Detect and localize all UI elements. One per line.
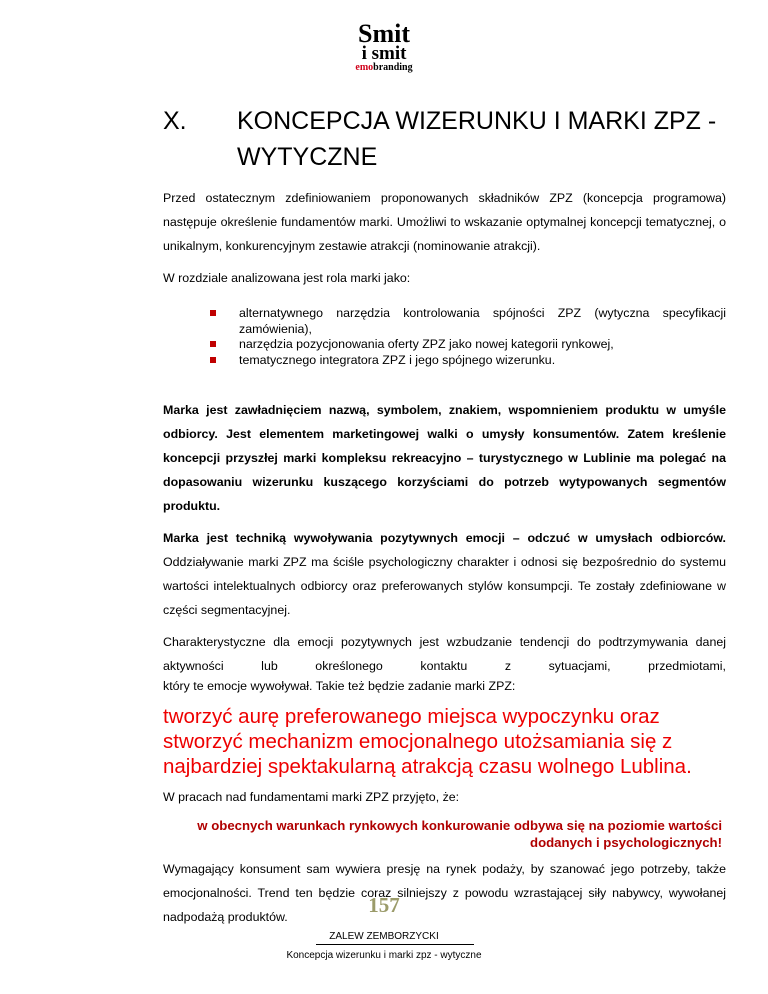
logo-line-1: Smit [358, 19, 410, 48]
logo-line-2: i smit [361, 43, 407, 64]
paragraph-assumption: W pracach nad fundamentami marki ZPZ przyjęto, że: [163, 790, 460, 804]
paragraph-consumer: Wymagający konsument sam wywiera presję na rynek podaży, by szanować jego potrzeby, także emocjonalności. Trend ten będzie coraz silniejszy z powodu wzrastającej siły nabywcy, wywołanej nadpodażą produktów. [163, 862, 726, 924]
paragraph-emotions [163, 526, 726, 622]
emotions-body: Oddziaływanie marki ZPZ ma ściśle psychologiczny charakter i odnosi się bezpośrednio do systemu wartości intelektualnych odbiorcy oraz preferowanych stylów konsumpcji. Te zostały zdefiniowane w części segmentacyjnej. [163, 555, 726, 617]
brand-logo [0, 19, 768, 74]
chapter-number: X. [163, 107, 187, 135]
paragraph-brand-definition: Marka jest zawładnięciem nazwą, symbolem, znakiem, wspomnieniem produktu w umyśle odbiorcy. Jest elementem marketingowej walki o umysły konsumentów. Zatem kreślenie koncepcji przyszłej marki kompleksu rekreacyjno – turystycznego w Lublinie ma polegać na dopasowaniu wizerunku kuszącego korzyściami do potrzeb wytypowanych segmentów produktu. [163, 403, 726, 513]
paragraph-positive-emotions-a: Charakterystyczne dla emocji pozytywnych jest wzbudzanie tendencji do podtrzymywania danej aktywności lub określonego kontaktu z sytuacjami, przedmiotami, [163, 635, 726, 673]
chapter-title: KONCEPCJA WIZERUNKU I MARKI ZPZ - WYTYCZNE [237, 107, 717, 171]
paragraph-intro: Przed ostatecznym zdefiniowaniem proponowanych składników ZPZ (koncepcja programowa) następuje określenie fundamentów marki. Umożliwi to wskazanie optymalnej koncepcji tematycznej, o unikalnym, konkurencyjnym zestawie atrakcji (nominowanie atrakcji). [163, 191, 726, 253]
list-item: alternatywnego narzędzia kontrolowania spójności ZPZ (wytyczna specyfikacji zamówienia), [239, 306, 726, 336]
logo-tagline [0, 62, 768, 74]
footer-subtitle: Koncepcja wizerunku i marki zpz - wytyczne [286, 950, 482, 961]
list-item: narzędzia pozycjonowania oferty ZPZ jako nowej kategorii rynkowej, [239, 337, 726, 353]
list-item: tematycznego integratora ZPZ i jego spójnego wizerunku. [239, 353, 726, 369]
paragraph-role-intro: W rozdziale analizowana jest rola marki jako: [163, 271, 411, 285]
logo-tagline-emo: emo [355, 62, 374, 73]
brand-task-statement: tworzyć aurę preferowanego miejsca wypoczynku oraz stworzyć mechanizm emocjonalnego utożsamiania się z najbardziej spektakularną atrakcją czasu wolnego Lublina. [163, 705, 692, 778]
main-content [163, 186, 726, 929]
paragraph-positive-emotions-b: który te emocje wywoływał. Takie też będzie zadanie marki ZPZ: [163, 679, 516, 693]
competition-statement: w obecnych warunkach rynkowych konkurowanie odbywa się na poziomie wartości dodanych i psychologicznych! [197, 818, 722, 850]
page-number: 157 [368, 893, 400, 917]
logo-tagline-branding: branding [373, 62, 413, 73]
emotions-lead: Marka jest techniką wywoływania pozytywnych emocji – odczuć w umysłach odbiorców. [163, 531, 726, 545]
footer-divider [316, 944, 474, 945]
role-list [163, 306, 726, 368]
footer-title: ZALEW ZEMBORZYCKI [329, 931, 439, 942]
